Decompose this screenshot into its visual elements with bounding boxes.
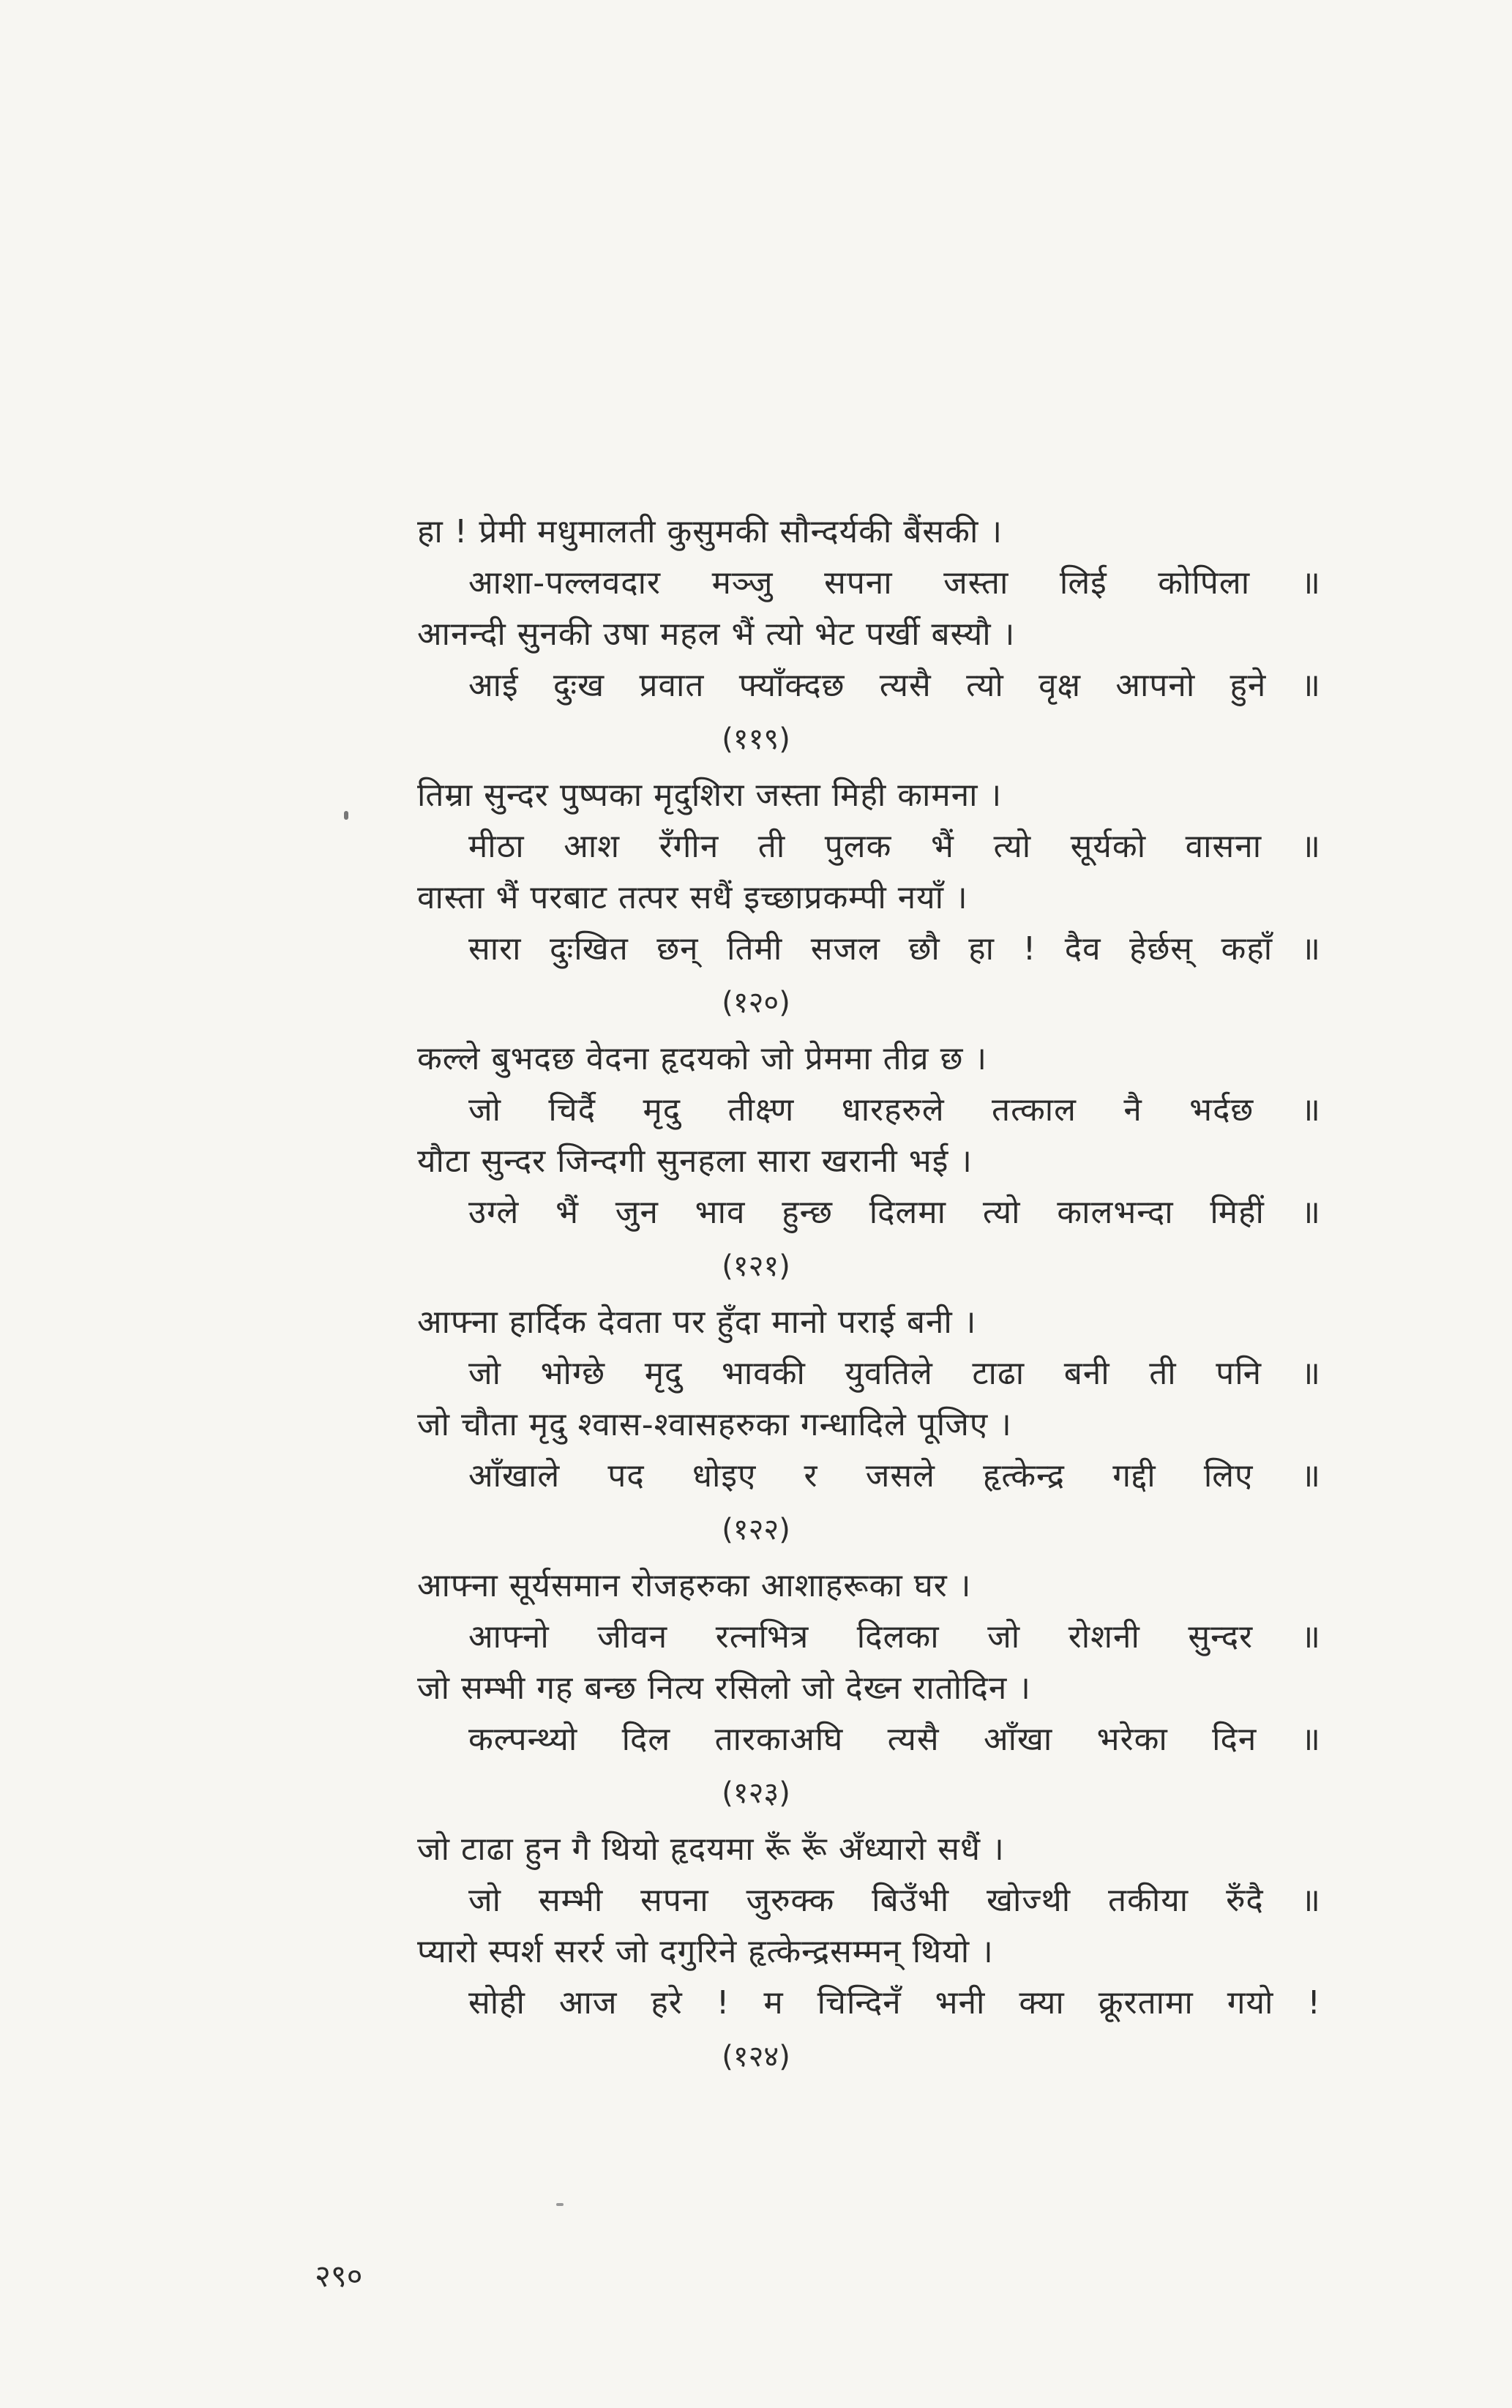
verse-line: आफ्नो जीवन रत्नभित्र दिलका जो रोशनी सुन्दर ॥: [468, 1618, 1321, 1656]
stanza-number: (१२०): [722, 986, 790, 1020]
verse-line: कल्पन्थ्यो दिल तारकाअघि त्यसै आँखा भरेका दिन ॥: [468, 1721, 1321, 1758]
stanza-number: (१२२): [722, 1513, 790, 1547]
verse-line: हा ! प्रेमी मधुमालती कुसुमकी सौन्दर्यकी बैंसकी ।: [417, 513, 1003, 550]
verse-line: जो चिर्दै मृदु तीक्ष्ण धारहरुले तत्काल नै भर्दछ ॥: [468, 1091, 1321, 1129]
verse-line: प्यारो स्पर्श सरर्र जो दगुरिने हृत्केन्द्रसम्मन् थियो ।: [417, 1933, 994, 1970]
verse-line: उग्ले भैं जुन भाव हुन्छ दिलमा त्यो कालभन्दा मिहीं ॥: [468, 1194, 1321, 1231]
stanza-number: (१२३): [722, 1776, 790, 1810]
verse-line: सारा दुःखित छन् तिमी सजल छौ हा ! दैव हेर्छस् कहाँ ॥: [468, 930, 1321, 968]
verse-line: आफ्ना हार्दिक देवता पर हुँदा मानो पराई बनी ।: [417, 1304, 977, 1341]
verse-line: आई दुःख प्रवात फ्याँक्दछ त्यसै त्यो वृक्ष आपनो हुने ॥: [468, 667, 1321, 704]
verse-line: वास्ता भैं परबाट तत्पर सधैं इच्छाप्रकम्पी नयाँ ।: [417, 879, 968, 916]
verse-line: जो चौता मृदु श्वास-श्वासहरुका गन्धादिले पूजिए ।: [417, 1406, 1012, 1443]
page-number: २९०: [315, 2258, 363, 2294]
verse-line: आँखाले पद धोइए र जसले हृत्केन्द्र गद्दी लिए ॥: [468, 1457, 1321, 1495]
verse-line: मीठा आश रँगीन ती पुलक भैं त्यो सूर्यको वासना ॥: [468, 828, 1321, 865]
stanza-number: (११९): [722, 722, 790, 756]
verse-line: आशा-पल्लवदार मञ्जु सपना जस्ता लिई कोपिला ॥: [468, 564, 1321, 602]
verse-line: आनन्दी सुनकी उषा महल भैं त्यो भेट पर्खी बस्यौ ।: [417, 616, 1016, 653]
stanza-number: (१२४): [722, 2040, 790, 2074]
verse-line: तिम्रा सुन्दर पुष्पका मृदुशिरा जस्ता मिही कामना ।: [417, 777, 1003, 814]
verse-line: आफ्ना सूर्यसमान रोजहरुका आशाहरूका घर ।: [417, 1567, 972, 1604]
verse-line: यौटा सुन्दर जिन्दगी सुनहला सारा खरानी भई ।: [417, 1143, 973, 1180]
verse-line: कल्ले बुभदछ वेदना हृदयको जो प्रेममा तीव्र छ ।: [417, 1040, 988, 1077]
ink-speck: [344, 811, 348, 820]
ink-speck: [556, 2203, 564, 2206]
verse-line: जो सम्भी सपना जुरुक्क बिउँभी खोज्थी तकीया रुँदै ॥: [468, 1882, 1321, 1919]
stanza-number: (१२१): [722, 1249, 790, 1283]
verse-line: जो भोग्छे मृदु भावकी युवतिले टाढा बनी ती पनि ॥: [468, 1355, 1321, 1392]
verse-line: सोही आज हरे ! म चिन्दिनँ भनी क्या क्रूरतामा गयो !: [468, 1984, 1321, 2022]
verse-line: जो टाढा हुन गै थियो हृदयमा रूँ रूँ अँध्यारो सधैं ।: [417, 1831, 1005, 1868]
verse-line: जो सम्भी गह बन्छ नित्य रसिलो जो देख्न रातोदिन ।: [417, 1669, 1031, 1707]
